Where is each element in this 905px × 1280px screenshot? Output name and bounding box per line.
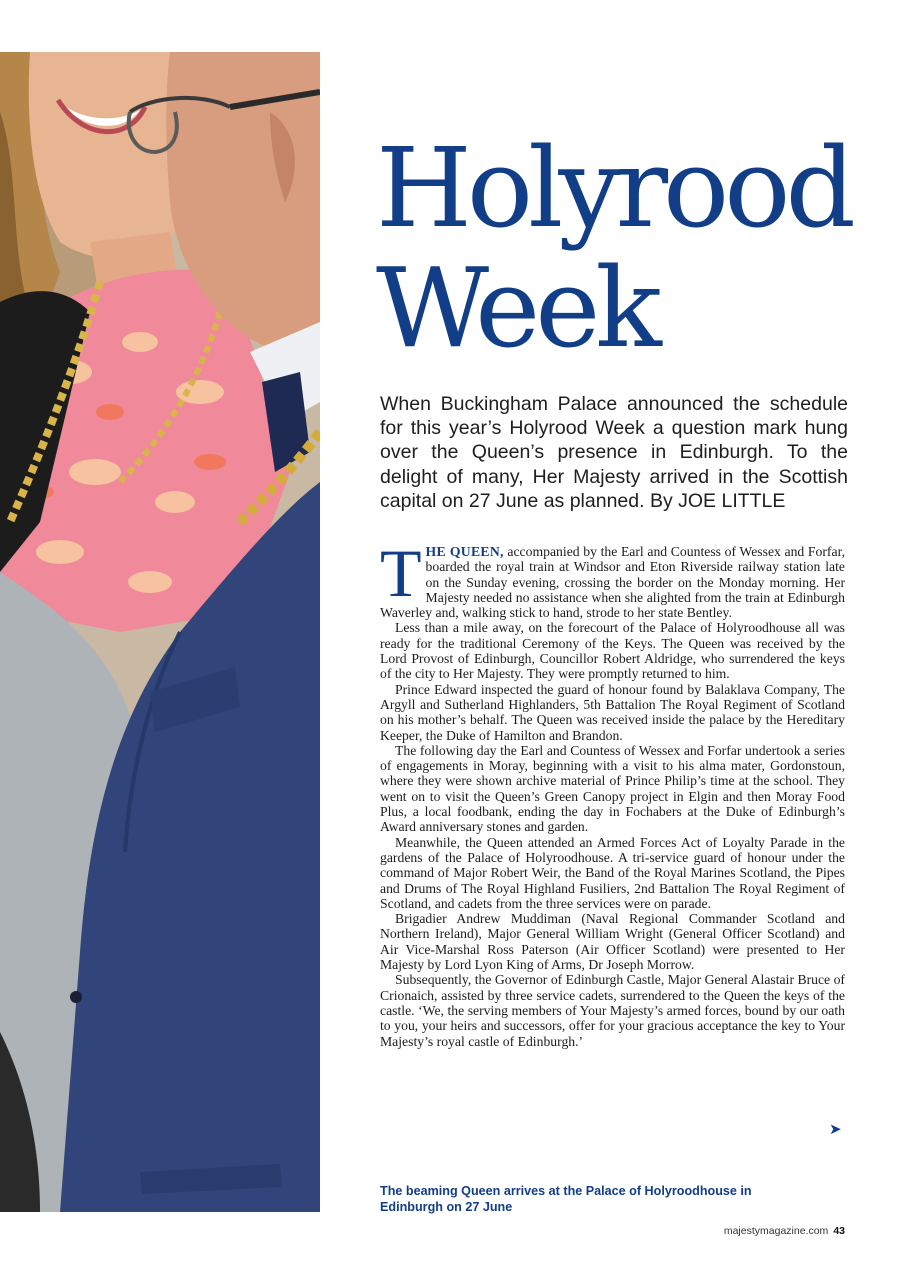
footer-site: majestymagazine.com — [723, 1225, 829, 1237]
headline-line-1: Holyrood — [376, 124, 851, 252]
page-footer — [724, 1225, 845, 1237]
drop-cap: T — [380, 535, 422, 611]
paragraph-3: Prince Edward inspected the guard of honour found by Balaklava Company, The Argyll and Sutherland Highlanders, 5th Battalion The Royal Regiment of Scotland on his mother’s behalf. The Queen was received inside the palace by the Hereditary Keeper, the Duke of Hamilton and Brandon. — [380, 681, 845, 743]
paragraph-1 — [380, 535, 845, 621]
page-number: 43 — [833, 1225, 845, 1237]
arrow-right-icon: ➤ — [829, 1120, 842, 1138]
paragraph-4: The following day the Earl and Countess of Wessex and Forfar undertook a series of engagements in Moray, beginning with a visit to his alma mater, Gordonstoun, where they were shown archive material of Prince Philip’s time at the school. They went on to visit the Queen’s Green Canopy project in Elgin and then Moray Food Plus, a local foodbank, ending the day in Fochabers at the Duke of Edinburgh’s Award anniversary stones and garden. — [380, 742, 845, 835]
paragraph-1-text: accompanied by the Earl and Countess of Wessex and Forfar, boarded the royal train at Windsor and Eton Riverside railway station late on the Sunday evening, crossing the border on the Monday morning. Her Majesty needed no assistance when she alighted from the train at Edinburgh Waverley and, walking stick to hand, strode to her state Bentley. — [380, 544, 845, 621]
article-standfirst: When Buckingham Palace announced the schedule for this year’s Holyrood Week a question mark hung over the Queen’s presence in Edinburgh. To the delight of many, Her Majesty arrived in the Scottish capital on 27 June as planned. By JOE LITTLE — [380, 393, 848, 512]
photo-caption: The beaming Queen arrives at the Palace of Holyroodhouse in Edinburgh on 27 June — [380, 1184, 752, 1214]
paragraph-6: Brigadier Andrew Muddiman (Naval Regional Commander Scotland and Northern Ireland), Major General William Wright (General Officer Scotland) and Air Vice-Marshal Ross Paterson (Air Officer Scotland) were presented to Her Majesty by Lord Lyon King of Arms, Dr Joseph Morrow. — [380, 911, 845, 973]
article-headline — [376, 124, 876, 372]
article-body — [380, 535, 845, 1049]
article-photo — [0, 52, 320, 1212]
paragraph-2: Less than a mile away, on the forecourt of the Palace of Holyroodhouse all was ready for the traditional Ceremony of the Keys. The Queen was received by the Lord Provost of Edinburgh, Councillor Robert Aldridge, who surrendered the keys of the city to Her Majesty. They were promptly returned to him. — [380, 620, 845, 682]
lead-in: HE QUEEN, — [425, 544, 504, 559]
paragraph-7: Subsequently, the Governor of Edinburgh Castle, Major General Alastair Bruce of Crionaich, assisted by three service cadets, surrendered to the Queen the keys of the castle. ‘We, the serving members of Your Majesty’s armed forces, bound by our oath to you, your heirs and successors, offer for your gracious acceptance the key to Your Majesty’s royal castle of Edinburgh.’ — [380, 972, 845, 1049]
paragraph-5: Meanwhile, the Queen attended an Armed Forces Act of Loyalty Parade in the gardens of the Palace of Holyroodhouse. A tri-service guard of honour under the command of Major Robert Weir, the Band of the Royal Marines Scotland, the Pipes and Drums of The Royal Highland Fusiliers, 2nd Battalion The Royal Regiment of Scotland, and cadets from the three services were on parade. — [380, 834, 845, 911]
headline-line-2: Week — [376, 244, 657, 372]
